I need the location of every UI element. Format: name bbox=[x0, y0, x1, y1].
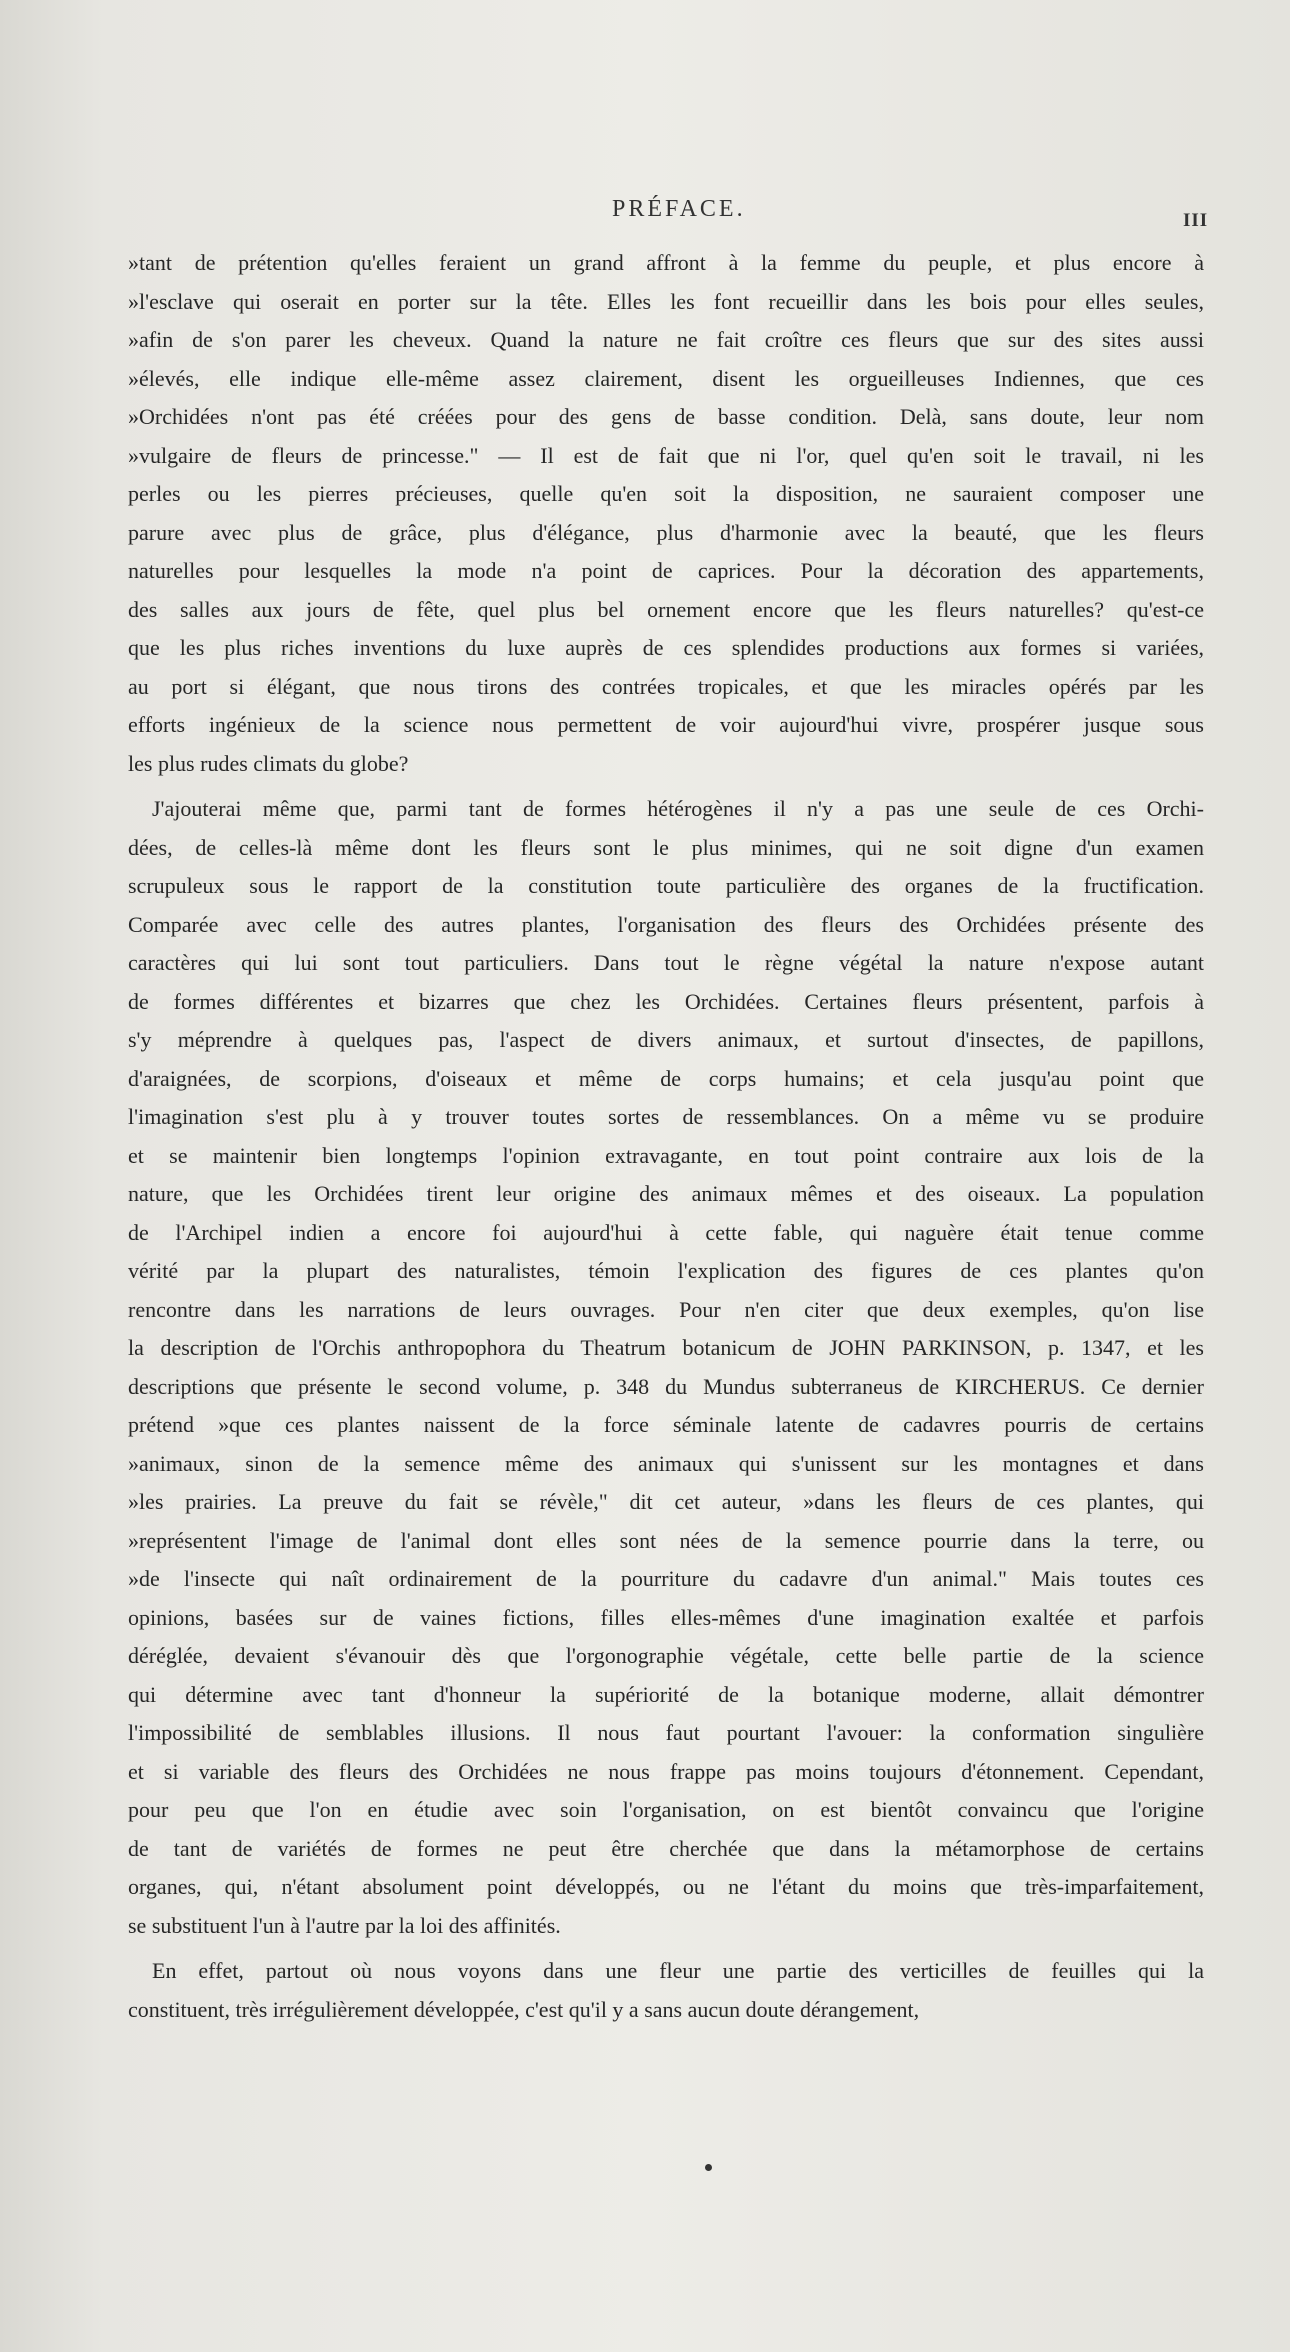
text-line: pour peu que l'on en étudie avec soin l'organisation, on est bientôt convaincu que l'origine bbox=[128, 1797, 1204, 1822]
text-line: prétend »que ces plantes naissent de la force séminale latente de cadavres pourris de certains bbox=[128, 1412, 1204, 1437]
text-line: »élevés, elle indique elle-même assez clairement, disent les orgueilleuses Indiennes, que ces bbox=[128, 365, 1204, 391]
text-line: J'ajouterai même que, parmi tant de formes hétérogènes il n'y a pas une seule de ces Orchi- bbox=[152, 796, 1204, 821]
text-line: de formes différentes et bizarres que chez les Orchidées. Certaines fleurs présentent, parfois à bbox=[128, 988, 1204, 1014]
text-line: s'y méprendre à quelques pas, l'aspect de divers animaux, et surtout d'insectes, de papillons, bbox=[128, 1027, 1204, 1052]
text-line: parure avec plus de grâce, plus d'élégance, plus d'harmonie avec la beauté, que les fleurs bbox=[128, 519, 1204, 545]
text-line: »animaux, sinon de la semence même des animaux qui s'unissent sur les montagnes et dans bbox=[128, 1450, 1204, 1476]
text-line: au port si élégant, que nous tirons des contrées tropicales, et que les miracles opérés par les bbox=[128, 673, 1204, 699]
page-mark-dot bbox=[705, 2164, 712, 2171]
text-line: »les prairies. La preuve du fait se révèle," dit cet auteur, »dans les fleurs de ces plantes, qui bbox=[128, 1489, 1204, 1514]
paragraph-gap bbox=[128, 1945, 1204, 1952]
text-line: que les plus riches inventions du luxe auprès de ces splendides productions aux formes si variées, bbox=[128, 635, 1204, 660]
text-line: organes, qui, n'étant absolument point développés, ou ne l'étant du moins que très-imparfaitement, bbox=[128, 1874, 1204, 1899]
paragraph bbox=[128, 244, 1204, 783]
page-number: III bbox=[1183, 210, 1209, 231]
text-line: nature, que les Orchidées tirent leur origine des animaux mêmes et des oiseaux. La population bbox=[128, 1181, 1204, 1206]
text-line: »afin de s'on parer les cheveux. Quand la nature ne fait croître ces fleurs que sur des sites aussi bbox=[128, 327, 1204, 352]
text-line: d'araignées, de scorpions, d'oiseaux et même de corps humains; et cela jusqu'au point que bbox=[128, 1065, 1204, 1091]
text-line: perles ou les pierres précieuses, quelle qu'en soit la disposition, ne sauraient composer une bbox=[128, 481, 1204, 506]
text-line: »représentent l'image de l'animal dont elles sont nées de la semence pourrie dans la terre, ou bbox=[128, 1527, 1204, 1553]
text-line: rencontre dans les narrations de leurs ouvrages. Pour n'en citer que deux exemples, qu'on lise bbox=[128, 1296, 1204, 1322]
text-line: »l'esclave qui oserait en porter sur la tête. Elles les font recueillir dans les bois pour elles seules, bbox=[128, 288, 1204, 314]
text-line: l'impossibilité de semblables illusions. Il nous faut pourtant l'avouer: la conformation singulière bbox=[128, 1720, 1204, 1745]
text-line: »vulgaire de fleurs de princesse." — Il est de fait que ni l'or, quel qu'en soit le travail, ni les bbox=[128, 442, 1204, 468]
text-line: et si variable des fleurs des Orchidées ne nous frappe pas moins toujours d'étonnement. Cependant, bbox=[128, 1758, 1204, 1784]
text-line: et se maintenir bien longtemps l'opinion extravagante, en tout point contraire aux lois de la bbox=[128, 1142, 1204, 1168]
paragraph-gap bbox=[128, 783, 1204, 790]
paragraph bbox=[128, 1952, 1204, 2029]
text-line: »Orchidées n'ont pas été créées pour des gens de basse condition. Delà, sans doute, leur nom bbox=[128, 404, 1204, 429]
body-text bbox=[128, 244, 1204, 2029]
text-line: opinions, basées sur de vaines fictions, filles elles-mêmes d'une imagination exaltée et parfois bbox=[128, 1604, 1204, 1630]
text-line: En effet, partout où nous voyons dans une fleur une partie des verticilles de feuilles qui la bbox=[152, 1958, 1204, 1983]
page-header bbox=[0, 196, 1290, 236]
text-line: »tant de prétention qu'elles feraient un grand affront à la femme du peuple, et plus encore à bbox=[128, 250, 1204, 275]
paragraph bbox=[128, 790, 1204, 1945]
text-line: constituent, très irrégulièrement développée, c'est qu'il y a sans aucun doute dérangement, bbox=[128, 1996, 920, 2022]
text-line: »de l'insecte qui naît ordinairement de la pourriture du cadavre d'un animal." Mais toutes ces bbox=[128, 1566, 1204, 1591]
text-line: se substituent l'un à l'autre par la loi des affinités. bbox=[128, 1912, 561, 1938]
text-line: Comparée avec celle des autres plantes, l'organisation des fleurs des Orchidées présente des bbox=[128, 911, 1204, 937]
text-line: qui détermine avec tant d'honneur la supériorité de la botanique moderne, allait démontrer bbox=[128, 1681, 1204, 1707]
text-line: des salles aux jours de fête, quel plus bel ornement encore que les fleurs naturelles? qu'est-ce bbox=[128, 596, 1204, 622]
text-line: caractères qui lui sont tout particuliers. Dans tout le règne végétal la nature n'expose autant bbox=[128, 950, 1204, 975]
text-line: vérité par la plupart des naturalistes, témoin l'explication des figures de ces plantes qu'on bbox=[128, 1258, 1204, 1283]
text-line: efforts ingénieux de la science nous permettent de voir aujourd'hui vivre, prospérer jusque sous bbox=[128, 712, 1204, 737]
text-line: l'imagination s'est plu à y trouver toutes sortes de ressemblances. On a même vu se produire bbox=[128, 1104, 1204, 1129]
text-line: descriptions que présente le second volume, p. 348 du Mundus subterraneus de KIRCHERUS. Ce dernier bbox=[128, 1373, 1204, 1399]
text-line: déréglée, devaient s'évanouir dès que l'orgonographie végétale, cette belle partie de la science bbox=[128, 1643, 1204, 1668]
text-line: naturelles pour lesquelles la mode n'a point de caprices. Pour la décoration des appartements, bbox=[128, 558, 1204, 583]
text-line: de l'Archipel indien a encore foi aujourd'hui à cette fable, qui naguère était tenue comme bbox=[128, 1219, 1204, 1245]
running-title: PRÉFACE. bbox=[612, 196, 746, 222]
text-line: scrupuleux sous le rapport de la constitution toute particulière des organes de la fructification. bbox=[128, 873, 1204, 898]
text-line: dées, de celles-là même dont les fleurs sont le plus minimes, qui ne soit digne d'un examen bbox=[128, 834, 1204, 860]
text-line: les plus rudes climats du globe? bbox=[128, 750, 409, 776]
text-line: de tant de variétés de formes ne peut être cherchée que dans la métamorphose de certains bbox=[128, 1835, 1204, 1861]
text-line: la description de l'Orchis anthropophora du Theatrum botanicum de JOHN PARKINSON, p. 1347, et les bbox=[128, 1335, 1204, 1360]
